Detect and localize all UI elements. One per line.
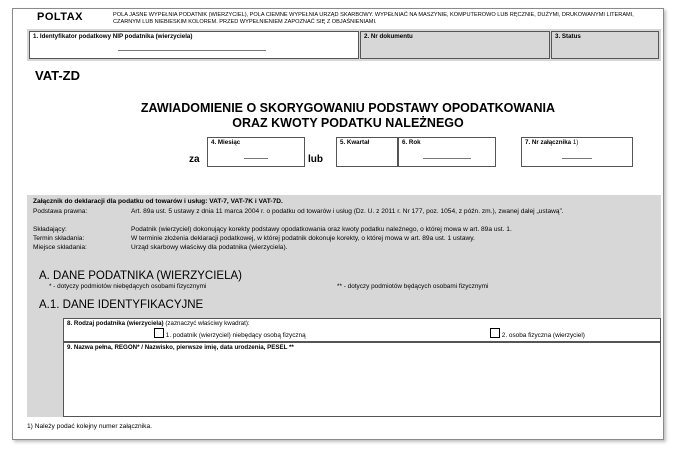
form-title-line2: ORAZ KWOTY PODATKU NALEŻNEGO	[232, 116, 464, 130]
option-label: 2. osoba fizyczna (wierzyciel)	[501, 332, 585, 339]
nip-field[interactable]	[29, 31, 359, 59]
form-title	[63, 101, 633, 131]
top-field-band	[27, 29, 661, 61]
info-label: Podstawa prawna:	[33, 208, 88, 215]
info-value: W terminie złożenia deklaracji podatkowej, w której podatnik dokonuje korekty, o której mowa w art. 89a ust. 1 ustawy.	[131, 235, 475, 242]
taxpayer-type-option-1[interactable]	[154, 328, 306, 339]
quarter-field[interactable]	[336, 137, 398, 167]
info-value: Urząd skarbowy właściwy dla podatnika (wierzyciela).	[131, 244, 288, 251]
section-a-title: A. DANE PODATNIKA (WIERZYCIELA)	[39, 270, 242, 282]
taxpayer-type-option-2[interactable]	[490, 328, 585, 339]
nip-digit-ticks	[118, 47, 266, 51]
info-row-deadline	[27, 235, 661, 244]
month-digit-ticks	[244, 155, 268, 159]
status-label: 3. Status	[555, 33, 581, 40]
info-label: Miejsce składania:	[33, 244, 87, 251]
za-label: za	[189, 154, 200, 165]
info-heading: Załącznik do deklaracji dla podatku od towarów i usług: VAT-7, VAT-7K i VAT-7D.	[33, 198, 283, 205]
doc-number-field[interactable]	[360, 31, 550, 59]
fill-instructions: POLA JASNE WYPEŁNIA PODATNIK (WIERZYCIEL), POLA CIEMNE WYPEŁNIA URZĄD SKARBOWY. WYPEŁNIAĆ NA MASZYNIE, KOMPUTEROWO LUB RĘCZNIE, DUŻYMI, DRUKOWANYMI LITERAMI, CZARNYM LUB NIEBIESKIM KOLOREM. PRZED WYPEŁNIENIEM ZAPOZNAĆ SIĘ Z OBJAŚNIENIAMI.	[113, 12, 634, 25]
info-label: Składający:	[33, 226, 67, 233]
attachment-number-label: 7. Nr załącznika 1)	[525, 139, 579, 146]
year-digit-ticks	[423, 155, 471, 159]
quarter-label: 5. Kwartał	[340, 139, 370, 146]
full-name-field[interactable]	[63, 342, 661, 417]
month-field[interactable]	[207, 137, 305, 167]
year-field[interactable]	[398, 137, 496, 167]
checkbox-icon[interactable]	[154, 328, 164, 338]
nip-field-label: 1. Identyfikator podatkowy NIP podatnika (wierzyciela)	[33, 33, 193, 40]
lub-label: lub	[308, 154, 323, 165]
attachment-footnote-ref: 1)	[572, 139, 579, 146]
info-value: Art. 89a ust. 5 ustawy z dnia 11 marca 2004 r. o podatku od towarów i usług (Dz. U. z 2011 r. Nr 177, poz. 1054, z późn. zm.), zwanej dalej „ustawą”.	[131, 208, 564, 215]
doc-number-label: 2. Nr dokumentu	[364, 33, 413, 40]
info-row-place	[27, 244, 661, 253]
form-page	[12, 8, 664, 440]
info-value: Podatnik (wierzyciel) dokonujący korekty podstawy opodatkowania oraz kwoty podatku należnego, o której mowa w art. 89a ust. 1.	[131, 226, 512, 233]
section-a-note-non-natural: * - dotyczy podmiotów niebędących osobami fizycznymi	[49, 283, 207, 290]
section-a-note-natural: ** - dotyczy podmiotów będących osobami fizycznymi	[337, 283, 489, 290]
option-label: 1. podatnik (wierzyciel) niebędący osobą fizyczną	[165, 332, 306, 339]
form-title-line1: ZAWIADOMIENIE O SKORYGOWANIU PODSTAWY OPODATKOWANIA	[140, 101, 556, 115]
status-field[interactable]	[551, 31, 659, 59]
taxpayer-type-label: 8. Rodzaj podatnika (wierzyciela) (zaznaczyć właściwy kwadrat):	[67, 320, 250, 327]
attachment-number-field[interactable]	[521, 137, 633, 167]
checkbox-icon[interactable]	[490, 328, 500, 338]
info-row-legal-basis	[27, 208, 661, 226]
year-label: 6. Rok	[402, 139, 421, 146]
taxpayer-type-field	[63, 318, 661, 342]
info-band	[27, 195, 661, 417]
attachment-digit-ticks	[562, 155, 592, 159]
taxpayer-type-hint: (zaznaczyć właściwy kwadrat):	[165, 320, 250, 327]
info-row-submitter	[27, 226, 661, 235]
footnote: 1) Należy podać kolejny numer załącznika.	[27, 423, 152, 430]
info-label: Termin składania:	[33, 235, 85, 242]
brand-label: POLTAX	[37, 11, 83, 23]
month-label: 4. Miesiąc	[211, 139, 241, 146]
full-name-label: 9. Nazwa pełna, REGON* / Nazwisko, pierwsze imię, data urodzenia, PESEL **	[67, 344, 294, 351]
section-a1-title: A.1. DANE IDENTYFIKACYJNE	[39, 299, 204, 311]
form-code: VAT-ZD	[35, 68, 81, 83]
